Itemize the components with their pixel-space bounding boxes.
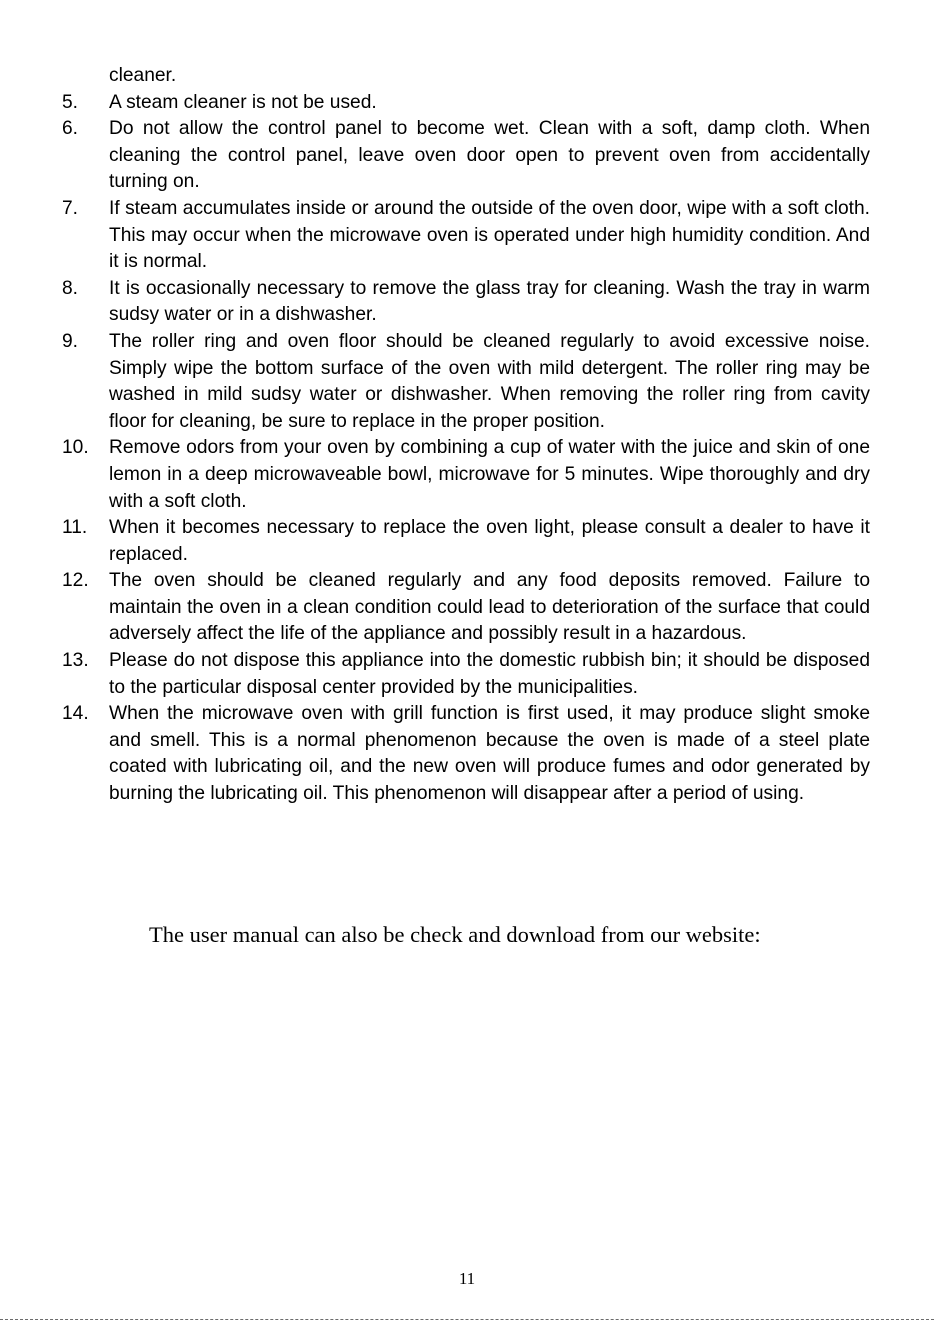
item-text: A steam cleaner is not be used. xyxy=(109,91,377,113)
list-item-7 xyxy=(62,196,870,276)
list-item-11 xyxy=(62,515,870,568)
item-number: 5. xyxy=(62,91,79,113)
list-item-12 xyxy=(62,568,870,648)
list-item-9 xyxy=(62,329,870,435)
item-number: 7. xyxy=(62,197,79,219)
page-number: 11 xyxy=(458,1269,476,1288)
list-item-8 xyxy=(62,276,870,329)
item-text: When it becomes necessary to replace the oven light, please consult a dealer to have it replaced. xyxy=(109,517,870,565)
item-number: 12. xyxy=(62,570,89,592)
item-number: 14. xyxy=(62,703,89,725)
item-number: 9. xyxy=(62,330,79,352)
item-text: The oven should be cleaned regularly and any food deposits removed. Failure to maintain the oven in a clean condition could lead to deterioration of the surface that could adversely affect the life of the appliance and possibly result in a hazardous. xyxy=(109,570,870,645)
website-note: The user manual can also be check and download from our website: xyxy=(149,922,761,947)
item-text: If steam accumulates inside or around the outside of the oven door, wipe with a soft cloth. This may occur when the microwave oven is operated under high humidity condition. And it is normal. xyxy=(109,197,870,273)
item-number: 6. xyxy=(62,118,79,140)
item-text: Remove odors from your oven by combining a cup of water with the juice and skin of one lemon in a deep microwaveable bowl, microwave for 5 minutes. Wipe thoroughly and dry with a soft cloth. xyxy=(109,437,870,512)
continued-text: cleaner. xyxy=(109,65,177,86)
item-text: It is occasionally necessary to remove the glass tray for cleaning. Wash the tray in warm sudsy water or in a dishwasher. xyxy=(109,277,870,326)
item-text: Do not allow the control panel to become wet. Clean with a soft, damp cloth. When cleaning the control panel, leave oven door open to prevent oven from accidentally turning on. xyxy=(109,118,870,193)
list-item-14 xyxy=(62,701,870,807)
cleaning-instructions-list xyxy=(62,63,870,808)
item-number: 13. xyxy=(62,650,89,672)
item-text: The roller ring and oven floor should be cleaned regularly to avoid excessive noise. Simply wipe the bottom surface of the oven with mild detergent. The roller ring may be washed in mild sudsy water or dishwasher. When removing the roller ring from cavity floor for cleaning, be sure to replace in the proper position. xyxy=(109,330,870,432)
item-number: 10. xyxy=(62,437,89,459)
item-text: Please do not dispose this appliance into the domestic rubbish bin; it should be disposed to the particular disposal center provided by the municipalities. xyxy=(109,650,870,698)
bottom-divider xyxy=(0,1319,934,1320)
list-item-6 xyxy=(62,116,870,196)
item-number: 8. xyxy=(62,277,79,299)
item-text: When the microwave oven with grill function is first used, it may produce slight smoke and smell. This is a normal phenomenon because the oven is made of a steel plate coated with lubricating oil, and the new oven will produce fumes and odor generated by burning the lubricating oil. This phenomenon will disappear after a period of using. xyxy=(109,703,870,805)
list-item-5 xyxy=(62,90,870,117)
list-item-10 xyxy=(62,435,870,515)
list-item-13 xyxy=(62,648,870,701)
item-number: 11. xyxy=(62,517,88,539)
